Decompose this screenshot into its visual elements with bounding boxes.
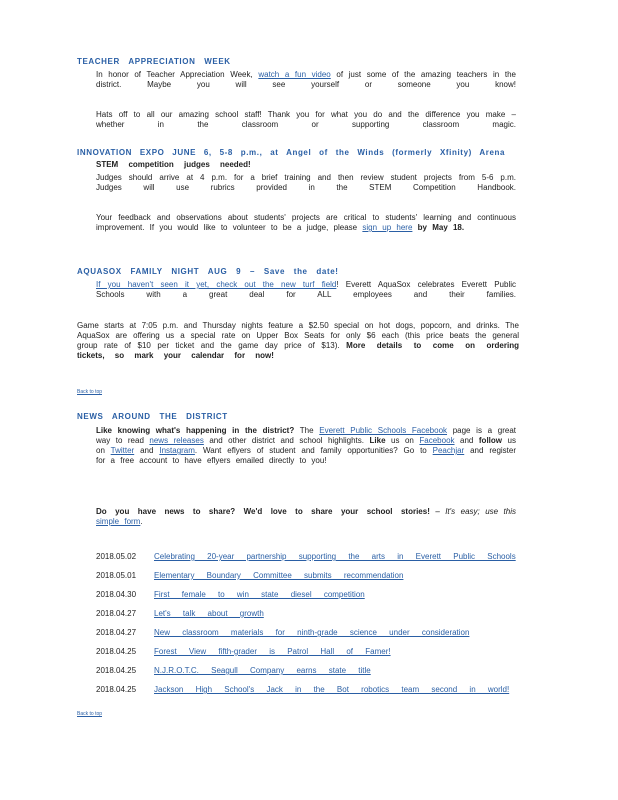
aquasox-details-note: More details to come on ordering tickets, so mark your calendar for now!	[77, 341, 519, 360]
innovation-p2-text-a: Your feedback and observations about students' projects are critical to students' learning and continuous improvement. If you would like to volunteer to be a judge, please	[96, 213, 516, 232]
teacher-p1-text-b: of just some of the amazing teachers in the district. Maybe you will see yourself or someone you know!	[96, 70, 516, 89]
news-item-link[interactable]: Celebrating 20-year partnership supporting the arts in Everett Public Schools	[154, 552, 516, 561]
news-p2-italic: – It's easy; use this	[435, 507, 516, 516]
news-item-date: 2018.04.25	[96, 666, 137, 675]
teacher-p1-text-a: In honor of Teacher Appreciation Week,	[96, 70, 253, 79]
news-item-date: 2018.04.25	[96, 647, 137, 656]
news-item-date: 2018.04.27	[96, 628, 137, 637]
news-heading: NEWS AROUND THE DISTRICT	[77, 412, 228, 421]
news-p1-and-2: and	[140, 446, 154, 455]
news-releases-link[interactable]: news releases	[149, 436, 204, 445]
news-p1-like: Like	[369, 436, 386, 445]
turf-field-link[interactable]: If you haven't seen it yet, check out the new turf field	[96, 280, 337, 289]
instagram-link[interactable]: Instagram	[159, 446, 195, 455]
news-item-date: 2018.05.01	[96, 571, 137, 580]
aquasox-heading: AQUASOX FAMILY NIGHT AUG 9 – Save the date!	[77, 267, 339, 276]
news-item-date: 2018.04.30	[96, 590, 137, 599]
news-item	[96, 628, 469, 638]
news-item-date: 2018.04.27	[96, 609, 137, 618]
news-item	[96, 609, 264, 619]
news-item	[96, 647, 391, 657]
innovation-paragraph-1	[96, 173, 516, 193]
news-item-link[interactable]: New classroom materials for ninth-grade science under consideration	[154, 628, 470, 637]
sign-up-here-link[interactable]: sign up here	[362, 223, 413, 232]
news-item	[96, 571, 403, 581]
news-item-link[interactable]: Forest View fifth-grader is Patrol Hall of Famer!	[154, 647, 391, 656]
news-p2-end: .	[140, 517, 143, 526]
back-to-top-link-2[interactable]: Back to top	[77, 711, 103, 717]
watch-video-link[interactable]: watch a fun video	[258, 70, 331, 79]
news-item-link[interactable]: Jackson High School's Jack in the Bot robotics team second in world!	[154, 685, 510, 694]
news-p1-text-g: and register for a free account to have eflyers emailed directly to you!	[96, 446, 517, 465]
news-item	[96, 590, 365, 600]
back-to-top-link-1[interactable]: Back to top	[77, 389, 103, 395]
aquasox-p2-text: Game starts at 7:05 p.m. and Thursday nights feature a $2.50 special on hot dogs, popcorn, and drinks. The AquaSox are offering us a special rate on Upper Box Seats for only $6 each (this price beats the general group rate of $10 per ticket and the game day price of $13).	[77, 321, 519, 350]
aquasox-p1-text: ! Everett AquaSox celebrates Everett Public Schools with a great deal for ALL employees and their families.	[96, 280, 517, 299]
innovation-p1-text: Judges should arrive at 4 p.m. for a brief training and then review student projects from 5-6 p.m. Judges will use rubrics provided in the STEM Competition Handbook.	[96, 173, 516, 192]
news-item-date: 2018.05.02	[96, 552, 137, 561]
news-p1-text-e: us on	[96, 436, 516, 455]
eps-facebook-link[interactable]: Everett Public Schools Facebook	[319, 426, 448, 435]
innovation-paragraph-2	[96, 213, 516, 233]
news-p1-and: and	[460, 436, 474, 445]
news-p1-text-d: us on	[391, 436, 414, 445]
news-p1-bold: Like knowing what's happening in the district?	[96, 426, 295, 435]
innovation-heading: INNOVATION EXPO JUNE 6, 5-8 p.m., at Angel of the Winds (formerly Xfinity) Arena	[77, 148, 506, 157]
aquasox-paragraph-1	[96, 280, 516, 300]
news-item-link[interactable]: First female to win state diesel competition	[154, 590, 365, 599]
news-item	[96, 552, 516, 562]
peachjar-link[interactable]: Peachjar	[432, 446, 465, 455]
news-paragraph-1	[96, 426, 516, 466]
simple-form-link[interactable]: simple form	[96, 517, 141, 526]
innovation-subheading: STEM competition judges needed!	[96, 160, 251, 169]
news-item-link[interactable]: Let's talk about growth	[154, 609, 264, 618]
news-p1-text-f: . Want eflyers of student and family opportunities? Go to	[194, 446, 427, 455]
news-item-link[interactable]: N.J.R.O.T.C. Seagull Company earns state title	[154, 666, 371, 675]
innovation-deadline: by May 18.	[417, 223, 465, 232]
teacher-paragraph-1	[96, 70, 516, 90]
news-item	[96, 685, 509, 695]
news-item-link[interactable]: Elementary Boundary Committee submits recommendation	[154, 571, 404, 580]
aquasox-paragraph-2	[77, 321, 519, 361]
teacher-p2-text: Hats off to all our amazing school staff! Thank you for what you do and the difference you make – whether in the classroom or supporting classroom magic.	[96, 110, 516, 129]
news-p1-text-a: The	[299, 426, 314, 435]
teacher-heading: TEACHER APPRECIATION WEEK	[77, 57, 231, 66]
news-p1-follow: follow	[478, 436, 502, 445]
news-item	[96, 666, 371, 676]
twitter-link[interactable]: Twitter	[110, 446, 135, 455]
news-p2-bold: Do you have news to share? We'd love to share your school stories!	[96, 507, 430, 516]
facebook-link[interactable]: Facebook	[419, 436, 455, 445]
teacher-paragraph-2	[96, 110, 516, 130]
news-p1-text-c: and other district and school highlights.	[209, 436, 365, 445]
news-item-date: 2018.04.25	[96, 685, 137, 694]
news-p1-text-b: page is a great way to read	[96, 426, 516, 445]
news-paragraph-2	[96, 507, 516, 527]
